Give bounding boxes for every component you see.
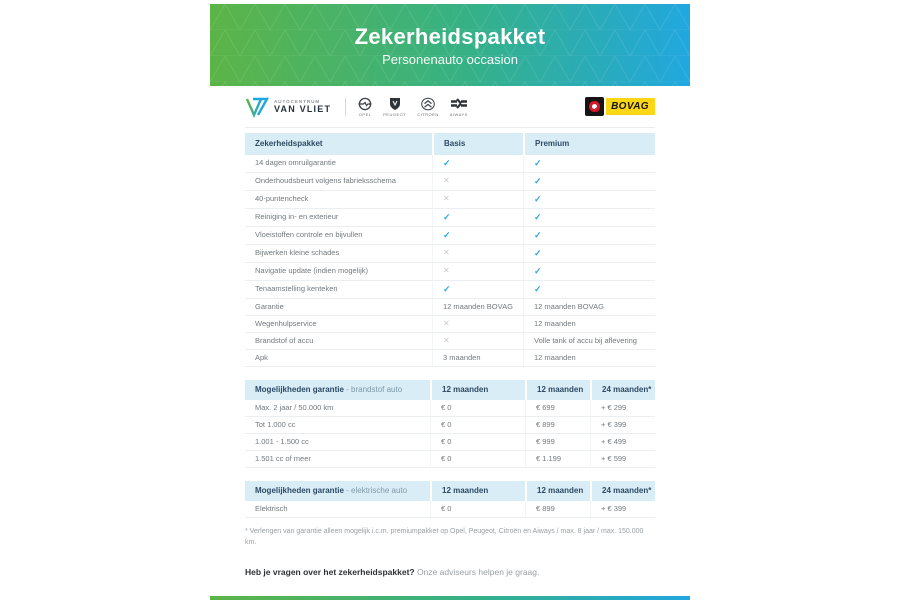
check-icon: ✓ [534,212,542,222]
check-icon: ✓ [534,230,542,240]
bottom-gradient-bar [210,596,690,600]
dealer-name-bottom: VAN VLIET [274,103,332,114]
aiways-label: AIWAYS [449,111,468,117]
fuel-warranty-header [245,380,655,400]
row-label: Vloeistoffen controle en bijvullen [255,230,363,239]
package-table-row [245,281,655,299]
price-basis: € 0 [430,434,525,450]
check-icon: ✓ [534,284,542,294]
price-basis: € 0 [430,400,525,416]
dealer-name-top: AUTOCENTRUM [274,98,321,104]
price-extension: + € 599 [590,451,655,467]
row-label: Reiniging in- en exterieur [255,212,339,221]
check-icon: ✓ [534,248,542,258]
basis-value: 3 maanden [432,350,523,366]
opel-label: OPEL [358,111,372,117]
price-extension: + € 399 [590,417,655,433]
package-table-row [245,227,655,245]
package-table-row [245,245,655,263]
electric-warranty-header [245,481,655,501]
price-basis: € 0 [430,451,525,467]
premium-value [523,263,655,280]
price-basis: € 0 [430,501,525,517]
page-title: Zekerheidspakket [354,23,546,49]
bovag-logo [585,97,655,116]
cross-icon: ✕ [443,176,450,185]
document-page [210,0,690,600]
cross-icon: ✕ [443,319,450,328]
premium-value [523,245,655,262]
footer-question-normal: Onze adviseurs helpen je graag. [416,567,540,577]
premium-value [523,209,655,226]
price-basis: € 0 [430,417,525,433]
van-vliet-logo-icon [245,96,269,118]
package-table-header [245,133,655,155]
price-premium: € 699 [525,400,590,416]
fuel-warranty-title: Mogelijkheden garantie - brandstof auto [255,385,403,394]
row-label: Bijwerken kleine schades [255,248,340,257]
package-table-row [245,316,655,333]
basis-value: 12 maanden BOVAG [432,299,523,315]
cross-icon: ✕ [443,194,450,203]
basis-value [432,333,523,349]
basis-value [432,316,523,332]
check-icon: ✓ [443,230,451,240]
check-icon: ✓ [443,158,451,168]
package-table [245,133,655,367]
peugeot-logo-icon [389,97,401,111]
check-icon: ✓ [534,266,542,276]
premium-value: Volle tank of accu bij aflevering [523,333,655,349]
aiways-logo-icon [450,97,468,111]
basis-value [432,227,523,244]
opel-logo [358,97,372,117]
price-table-row [245,400,655,417]
check-icon: ✓ [443,212,451,222]
package-table-row [245,333,655,350]
electric-col-24m: 24 maanden* [590,481,655,501]
price-table-row [245,434,655,451]
premium-value [523,191,655,208]
premium-value [523,155,655,172]
col-header-basis: Basis [432,133,523,155]
peugeot-logo [383,97,406,117]
row-label: Apk [255,353,268,362]
check-icon: ✓ [534,158,542,168]
electric-warranty-title: Mogelijkheden garantie - elektrische auto [255,486,408,495]
row-label: 40-puntencheck [255,194,309,203]
price-extension: + € 299 [590,400,655,416]
col-header-package: Zekerheidspakket [255,139,323,148]
fuel-col-12m-basis: 12 maanden [430,380,525,400]
premium-value [523,281,655,298]
price-premium: € 1.199 [525,451,590,467]
bovag-label: BOVAG [606,98,655,115]
price-table-row [245,501,655,518]
bovag-seal-icon [585,97,604,116]
row-label: Garantie [255,302,284,311]
check-icon: ✓ [443,284,451,294]
premium-value: 12 maanden [523,350,655,366]
basis-value [432,155,523,172]
basis-value [432,263,523,280]
footnote: * Verlengen van garantie alleen mogelijk i.c.m. premiumpakket op Opel, Peugeot, Citroën en Aiways / max. 8 jaar / max. 150.000 km. [245,528,644,546]
brand-logos [358,97,468,117]
premium-value [523,227,655,244]
check-icon: ✓ [534,194,542,204]
price-table-row [245,451,655,468]
citroen-logo-icon [421,97,435,111]
check-icon: ✓ [534,176,542,186]
page-subtitle: Personenauto occasion [382,51,518,67]
package-table-body [245,155,655,367]
basis-value [432,173,523,190]
package-table-row [245,191,655,209]
opel-logo-icon [358,97,372,111]
aiways-logo [450,97,468,117]
fuel-warranty-table [245,380,655,468]
premium-value: 12 maanden [523,316,655,332]
basis-value [432,191,523,208]
basis-value [432,209,523,226]
cross-icon: ✕ [443,266,450,275]
electric-warranty-body [245,501,655,518]
logo-divider [345,98,346,116]
peugeot-label: PEUGEOT [383,111,407,117]
cross-icon: ✕ [443,336,450,345]
logo-row [245,86,655,128]
hero-banner [210,4,690,86]
row-label: Tot 1.000 cc [255,420,296,429]
row-label: Max. 2 jaar / 50.000 km [255,403,334,412]
fuel-col-24m: 24 maanden* [590,380,655,400]
price-premium: € 899 [525,501,590,517]
footer-question-bold: Heb je vragen over het zekerheidspakket? [245,567,415,577]
package-table-row [245,263,655,281]
citroen-label: CITROËN [417,111,439,117]
row-label: 14 dagen omruilgarantie [255,158,336,167]
package-table-row [245,155,655,173]
electric-warranty-table [245,481,655,518]
fuel-warranty-body [245,400,655,468]
col-header-premium: Premium [523,133,655,155]
row-label: Tenaamstelling kenteken [255,284,338,293]
row-label: 1.001 - 1.500 cc [255,437,309,446]
row-label: Wegenhulpservice [255,319,317,328]
citroen-logo [417,97,439,117]
row-label: Navigatie update (indien mogelijk) [255,266,368,275]
package-table-row [245,299,655,316]
price-extension: + € 499 [590,434,655,450]
basis-value [432,245,523,262]
price-table-row [245,417,655,434]
price-premium: € 899 [525,417,590,433]
price-extension: + € 399 [590,501,655,517]
electric-col-12m-premium: 12 maanden [525,481,590,501]
row-label: Elektrisch [255,504,288,513]
package-table-row [245,350,655,367]
footer-question [245,566,655,578]
fuel-col-12m-premium: 12 maanden [525,380,590,400]
price-premium: € 999 [525,434,590,450]
electric-col-12m-basis: 12 maanden [430,481,525,501]
row-label: 1.501 cc of meer [255,454,311,463]
cross-icon: ✕ [443,248,450,257]
dealer-logo [245,96,331,118]
premium-value [523,173,655,190]
premium-value: 12 maanden BOVAG [523,299,655,315]
basis-value [432,281,523,298]
row-label: Brandstof of accu [255,336,314,345]
package-table-row [245,209,655,227]
package-table-row [245,173,655,191]
row-label: Onderhoudsbeurt volgens fabrieksschema [255,176,396,185]
